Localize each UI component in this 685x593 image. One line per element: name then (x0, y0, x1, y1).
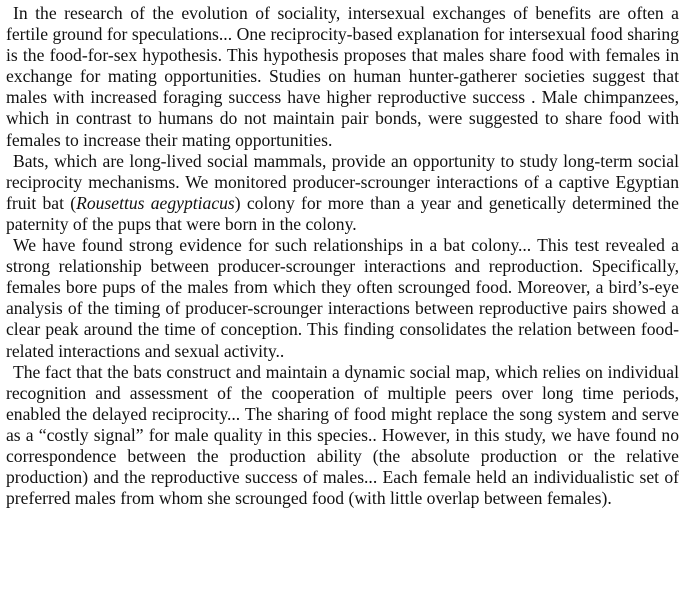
paragraph-bats (6, 151, 679, 235)
paragraph-intro: In the research of the evolution of sociality, intersexual exchanges of benefits are often a fertile ground for speculations... One reciprocity-based explanation for intersexual food sharing is the food-for-sex hypothesis. This hypothesis proposes that males share food with females in exchange for mating opportunities. Studies on human hunter-gatherer societies suggest that males with increased foraging success have higher reproductive success . Male chimpanzees, which in contrast to humans do not maintain pair bonds, were suggested to share food with females to increase their mating opportunities. (6, 3, 679, 150)
paragraph-evidence: We have found strong evidence for such relationships in a bat colony... This test revealed a strong relationship between producer-scrounger interactions and reproduction. Specifically, females bore pups of the males from which they often scrounged food. Moreover, a bird’s-eye analysis of the timing of producer-scrounger interactions between reproductive pairs showed a clear peak around the time of conception. This finding consolidates the relation between food-related interactions and sexual activity.. (6, 235, 679, 361)
paragraph-bats-after: ) colony for more than a year and genetically determined the paternity of the pups that were born in the colony. (6, 192, 679, 234)
paragraph-bats-before: Bats, which are long-lived social mammals, provide an opportunity to study long-term social reciprocity mechanisms. We monitored producer-scrounger interactions of a captive Egyptian fruit bat ( (6, 150, 679, 213)
paragraph-social-map: The fact that the bats construct and maintain a dynamic social map, which relies on individual recognition and assessment of the cooperation of multiple peers over long time periods, enabled the delayed reciprocity... The sharing of food might replace the song system and serve as a “costly signal” for male quality in this species.. However, in this study, we have found no correspondence between the production ability (the absolute production or the relative production) and the reproductive success of males... Each female held an individualistic set of preferred males from whom she scrounged food (with little overlap between females). (6, 361, 679, 509)
species-name: Rousettus aegyptiacus (76, 192, 235, 213)
